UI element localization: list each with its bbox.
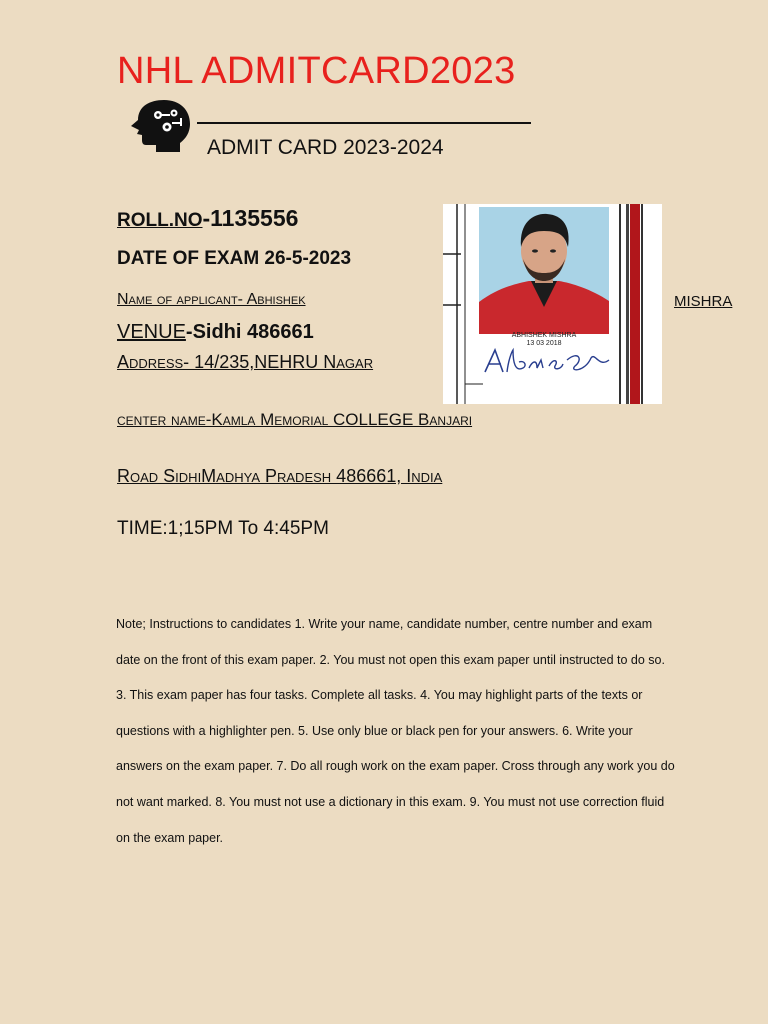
exam-date: DATE OF EXAM 26-5-2023 xyxy=(117,248,352,269)
head-gears-icon xyxy=(128,100,198,155)
center-address: Road SidhiMadhya Pradesh 486661, India xyxy=(117,466,443,486)
roll-number-label: ROLL.NO xyxy=(117,210,203,231)
photo-caption-name: ABHISHEK MISHRA xyxy=(511,332,577,339)
applicant-photo-image xyxy=(479,207,609,334)
venue-label: VENUE xyxy=(117,321,186,343)
address: Address- 14/235,NEHRU Nagar xyxy=(117,352,374,372)
roll-number-value: -1135556 xyxy=(202,205,299,231)
page-title: NHL ADMITCARD2023 xyxy=(117,50,516,92)
venue-value: -Sidhi 486661 xyxy=(185,321,314,343)
admit-card-subtitle: ADMIT CARD 2023-2024 xyxy=(207,136,444,159)
center-name: center name-Kamla Memorial COLLEGE Banjari xyxy=(117,410,473,429)
header-divider xyxy=(197,122,531,124)
signature-image xyxy=(479,346,619,376)
venue xyxy=(117,321,314,344)
roll-number xyxy=(117,205,298,232)
exam-time: TIME:1;15PM To 4:45PM xyxy=(117,518,329,539)
applicant-photo xyxy=(443,204,662,404)
applicant-name: Name of applicant- Abhishek xyxy=(117,291,306,308)
instructions-note: Note; Instructions to candidates 1. Write your name, candidate number, centre number and exam date on the front of this exam paper. 2. You must not open this exam paper until instructed to do so. 3. This exam paper has four tasks. Complete all tasks. 4. You may highlight parts of the texts or questions with a highlighter pen. 5. Use only blue or black pen for your answers. 6. Write your answers on the exam paper. 7. Do all rough work on the exam paper. Cross through any work you do not want marked. 8. You must not use a dictionary in this exam. 9. You must not use correction fluid on the exam paper. xyxy=(116,617,675,845)
applicant-surname: MISHRA xyxy=(674,293,733,310)
photo-caption-date: 13 03 2018 xyxy=(526,340,562,347)
